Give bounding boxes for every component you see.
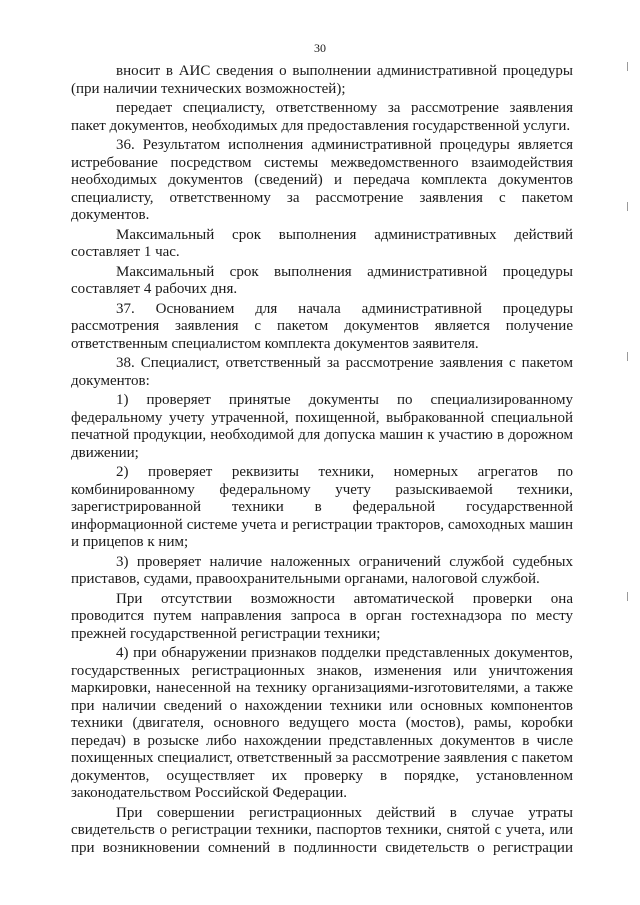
scan-edge-mark xyxy=(627,62,628,71)
scan-edge-mark xyxy=(627,352,628,361)
list-item-3: 3) проверяет наличие наложенных ограничений службой судебных приставов, судами, правоохранительными органами, налоговой службой. xyxy=(71,553,573,587)
list-item-1: 1) проверяет принятые документы по специализированному федеральному учету утраченной, похищенной, выбракованной специальной печатной продукции, необходимой для допуска машин к участию в дорожном движении; xyxy=(71,392,573,461)
paragraph-36: 36. Результатом исполнения административной процедуры является истребование посредством системы межведомственного взаимодействия необходимых документов (сведений) и передача комплекта документов специалисту, ответственному за рассмотрение заявления с пакетом документов. xyxy=(71,137,573,223)
paragraph-37: 37. Основанием для начала административной процедуры рассмотрения заявления с пакетом документов является получение ответственным специалистом комплекта документов заявителя. xyxy=(71,300,573,352)
paragraph-registration-actions: При совершении регистрационных действий в случае утраты свидетельств о регистрации техники, паспортов техники, снятой с учета, или при возникновении сомнений в подлинности свидетельств о регистрации xyxy=(71,804,573,856)
paragraph-max-time-procedure: Максимальный срок выполнения административной процедуры составляет 4 рабочих дня. xyxy=(71,263,573,297)
scan-edge-mark xyxy=(627,592,628,601)
document-body xyxy=(71,63,573,859)
page-number: 30 xyxy=(314,41,326,55)
paragraph-transfer-package: передает специалисту, ответственному за рассмотрение заявления пакет документов, необходимых для предоставления государственной услуги. xyxy=(71,100,573,134)
scan-edge-mark xyxy=(627,202,628,211)
paragraph-max-time-actions: Максимальный срок выполнения административных действий составляет 1 час. xyxy=(71,226,573,260)
list-item-4: 4) при обнаружении признаков подделки представленных документов, государственных регистрационных знаков, изменения или уничтожения маркировки, нанесенной на технику организациями-изготовителями, а также при наличии сведений о нахождении техники или основных компонентов техники (двигателя, основного ведущего моста (мостов), рамы, коробки передач) в розыске либо нахождении представленных документов в числе похищенных специалист, ответственный за рассмотрение заявления с пакетом документов, осуществляет их проверку в порядке, установленном законодательством Российской Федерации. xyxy=(71,645,573,801)
paragraph-no-auto-check: При отсутствии возможности автоматической проверки она проводится путем направления запроса в орган гостехнадзора по месту прежней государственной регистрации техники; xyxy=(71,590,573,642)
paragraph-38: 38. Специалист, ответственный за рассмотрение заявления с пакетом документов: xyxy=(71,355,573,389)
paragraph-ais-entry: вносит в АИС сведения о выполнении административной процедуры (при наличии технических возможностей); xyxy=(71,63,573,97)
list-item-2: 2) проверяет реквизиты техники, номерных агрегатов по комбинированному федеральному учету разыскиваемой техники, зарегистрированной техники в федеральной государственной информационной системе учета и регистрации тракторов, самоходных машин и прицепов к ним; xyxy=(71,464,573,550)
